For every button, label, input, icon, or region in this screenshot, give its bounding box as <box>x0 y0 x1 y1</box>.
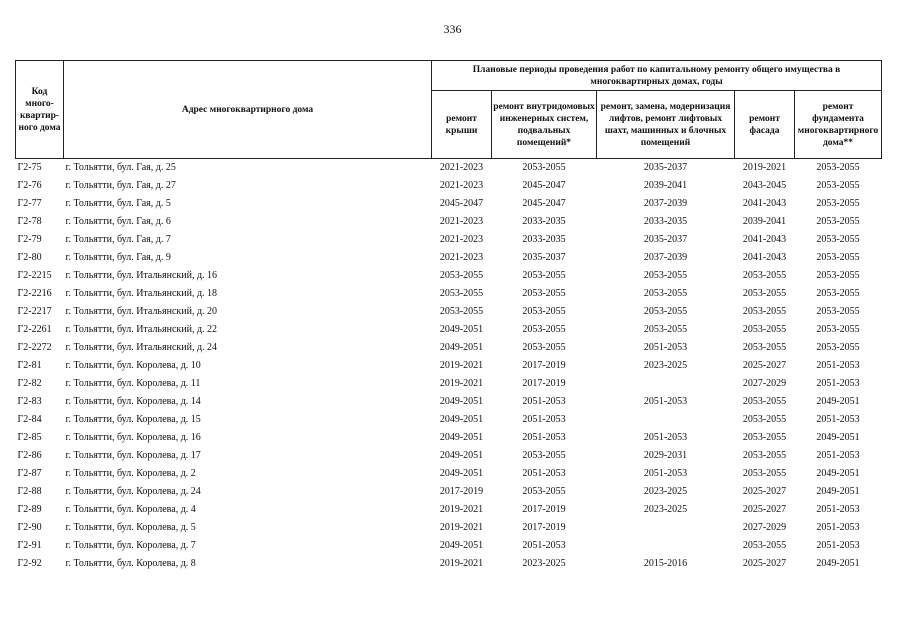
cell-facade: 2053-2055 <box>742 306 787 317</box>
cell-code: Г2-75 <box>17 162 42 173</box>
cell-address: г. Тольятти, бул. Итальянский, д. 16 <box>65 270 218 281</box>
cell-address: г. Тольятти, бул. Гая, д. 5 <box>65 198 171 209</box>
cell-engineering: 2033-2035 <box>522 234 566 245</box>
cell-facade: 2043-2045 <box>742 180 787 191</box>
cell-roof: 2049-2051 <box>439 414 484 425</box>
cell-code: Г2-81 <box>17 360 42 371</box>
cell-roof: 2049-2051 <box>439 324 484 335</box>
cell-foundation: 2051-2053 <box>816 360 860 371</box>
cell-facade: 2039-2041 <box>742 216 787 227</box>
table-row <box>16 483 882 501</box>
cell-lifts <box>597 411 735 429</box>
cell-lifts: 2053-2055 <box>643 324 688 335</box>
cell-lifts: 2029-2031 <box>643 450 688 461</box>
table-row <box>16 267 882 285</box>
table-row <box>16 357 882 375</box>
header-periods-group: Плановые периоды проведения работ по капитальному ремонту общего имущества в многоквартирных домах, годы <box>432 61 882 91</box>
cell-engineering: 2053-2055 <box>522 288 566 299</box>
cell-foundation: 2049-2051 <box>816 468 860 479</box>
table-row <box>16 447 882 465</box>
cell-lifts: 2051-2053 <box>643 432 688 443</box>
cell-roof: 2049-2051 <box>439 342 484 353</box>
cell-address: г. Тольятти, бул. Королева, д. 17 <box>65 450 201 461</box>
cell-lifts: 2033-2035 <box>643 216 688 227</box>
cell-lifts: 2051-2053 <box>643 342 688 353</box>
cell-lifts: 2053-2055 <box>643 288 688 299</box>
header-facade: ремонт фасада <box>735 91 795 159</box>
cell-code: Г2-89 <box>17 504 42 515</box>
cell-lifts: 2051-2053 <box>643 468 688 479</box>
cell-roof: 2049-2051 <box>439 396 484 407</box>
cell-roof: 2019-2021 <box>439 558 484 569</box>
cell-foundation: 2051-2053 <box>816 378 860 389</box>
cell-roof: 2053-2055 <box>439 288 484 299</box>
cell-code: Г2-2272 <box>17 342 52 353</box>
cell-code: Г2-85 <box>17 432 42 443</box>
cell-engineering: 2053-2055 <box>522 486 566 497</box>
cell-roof: 2045-2047 <box>439 198 484 209</box>
cell-code: Г2-2215 <box>17 270 52 281</box>
cell-roof: 2049-2051 <box>439 540 484 551</box>
table-row <box>16 213 882 231</box>
cell-engineering: 2017-2019 <box>522 504 566 515</box>
cell-engineering: 2053-2055 <box>522 324 566 335</box>
cell-code: Г2-83 <box>17 396 42 407</box>
cell-foundation: 2051-2053 <box>816 450 860 461</box>
cell-code: Г2-78 <box>17 216 42 227</box>
cell-lifts: 2051-2053 <box>643 396 688 407</box>
cell-address: г. Тольятти, бул. Королева, д. 24 <box>65 486 201 497</box>
cell-facade: 2053-2055 <box>742 270 787 281</box>
cell-code: Г2-84 <box>17 414 42 425</box>
cell-engineering: 2051-2053 <box>522 396 566 407</box>
cell-facade: 2027-2029 <box>742 522 787 533</box>
cell-address: г. Тольятти, бул. Гая, д. 27 <box>65 180 176 191</box>
table-row <box>16 393 882 411</box>
cell-lifts: 2023-2025 <box>643 504 688 515</box>
cell-engineering: 2017-2019 <box>522 522 566 533</box>
cell-engineering: 2045-2047 <box>522 180 566 191</box>
cell-roof: 2019-2021 <box>439 522 484 533</box>
cell-address: г. Тольятти, бул. Королева, д. 8 <box>65 558 196 569</box>
cell-facade: 2053-2055 <box>742 540 787 551</box>
table-body <box>16 159 882 574</box>
table-row <box>16 465 882 483</box>
cell-address: г. Тольятти, бул. Королева, д. 7 <box>65 540 196 551</box>
cell-roof: 2049-2051 <box>439 432 484 443</box>
cell-lifts: 2023-2025 <box>643 360 688 371</box>
header-roof: ремонт крыши <box>432 91 492 159</box>
cell-address: г. Тольятти, бул. Гая, д. 6 <box>65 216 171 227</box>
cell-foundation: 2051-2053 <box>816 504 860 515</box>
cell-engineering: 2017-2019 <box>522 360 566 371</box>
cell-address: г. Тольятти, бул. Королева, д. 15 <box>65 414 201 425</box>
header-foundation: ремонт фундамента многоквартирного дома** <box>795 91 882 159</box>
cell-address: г. Тольятти, бул. Итальянский, д. 24 <box>65 342 218 353</box>
cell-address: г. Тольятти, бул. Гая, д. 7 <box>65 234 171 245</box>
cell-roof: 2021-2023 <box>439 162 484 173</box>
cell-lifts: 2039-2041 <box>643 180 688 191</box>
cell-roof: 2017-2019 <box>439 486 484 497</box>
cell-facade: 2027-2029 <box>742 378 787 389</box>
cell-lifts <box>597 375 735 393</box>
cell-facade: 2019-2021 <box>742 162 787 173</box>
table-row <box>16 501 882 519</box>
cell-lifts <box>597 537 735 555</box>
table-row <box>16 303 882 321</box>
cell-engineering: 2051-2053 <box>522 540 566 551</box>
cell-roof: 2019-2021 <box>439 504 484 515</box>
cell-foundation: 2049-2051 <box>816 432 860 443</box>
cell-foundation: 2053-2055 <box>816 306 860 317</box>
cell-lifts: 2015-2016 <box>643 558 688 569</box>
table-row <box>16 195 882 213</box>
cell-foundation: 2053-2055 <box>816 288 860 299</box>
header-engineering: ремонт внутридомовых инженерных систем, подвальных помещений* <box>492 91 597 159</box>
cell-foundation: 2051-2053 <box>816 522 860 533</box>
cell-address: г. Тольятти, бул. Королева, д. 11 <box>65 378 201 389</box>
cell-engineering: 2053-2055 <box>522 450 566 461</box>
cell-address: г. Тольятти, бул. Гая, д. 25 <box>65 162 176 173</box>
cell-address: г. Тольятти, бул. Королева, д. 16 <box>65 432 201 443</box>
cell-foundation: 2053-2055 <box>816 216 860 227</box>
cell-lifts <box>597 519 735 537</box>
cell-facade: 2053-2055 <box>742 468 787 479</box>
cell-lifts: 2053-2055 <box>643 270 688 281</box>
cell-code: Г2-77 <box>17 198 42 209</box>
cell-lifts: 2023-2025 <box>643 486 688 497</box>
cell-address: г. Тольятти, бул. Королева, д. 4 <box>65 504 196 515</box>
cell-facade: 2025-2027 <box>742 486 787 497</box>
cell-engineering: 2051-2053 <box>522 432 566 443</box>
table-row <box>16 429 882 447</box>
cell-lifts: 2037-2039 <box>643 198 688 209</box>
cell-code: Г2-80 <box>17 252 42 263</box>
cell-roof: 2021-2023 <box>439 216 484 227</box>
cell-engineering: 2053-2055 <box>522 270 566 281</box>
cell-roof: 2021-2023 <box>439 234 484 245</box>
cell-address: г. Тольятти, бул. Итальянский, д. 20 <box>65 306 218 317</box>
cell-code: Г2-90 <box>17 522 42 533</box>
cell-foundation: 2049-2051 <box>816 486 860 497</box>
cell-facade: 2025-2027 <box>742 504 787 515</box>
cell-engineering: 2051-2053 <box>522 468 566 479</box>
cell-foundation: 2053-2055 <box>816 198 860 209</box>
cell-engineering: 2051-2053 <box>522 414 566 425</box>
header-lifts: ремонт, замена, модернизация лифтов, ремонт лифтовых шахт, машинных и блочных помещений <box>597 91 735 159</box>
table-row <box>16 321 882 339</box>
cell-engineering: 2053-2055 <box>522 162 566 173</box>
cell-address: г. Тольятти, бул. Итальянский, д. 18 <box>65 288 218 299</box>
cell-roof: 2021-2023 <box>439 252 484 263</box>
cell-address: г. Тольятти, бул. Королева, д. 14 <box>65 396 201 407</box>
table-row <box>16 177 882 195</box>
cell-facade: 2053-2055 <box>742 396 787 407</box>
table-row <box>16 249 882 267</box>
cell-engineering: 2017-2019 <box>522 378 566 389</box>
table-header <box>16 61 882 159</box>
cell-facade: 2053-2055 <box>742 324 787 335</box>
cell-address: г. Тольятти, бул. Итальянский, д. 22 <box>65 324 218 335</box>
page-number: 336 <box>443 22 462 36</box>
cell-lifts: 2035-2037 <box>643 162 688 173</box>
cell-code: Г2-76 <box>17 180 42 191</box>
cell-address: г. Тольятти, бул. Королева, д. 5 <box>65 522 196 533</box>
cell-roof: 2053-2055 <box>439 270 484 281</box>
cell-code: Г2-2261 <box>17 324 52 335</box>
cell-code: Г2-91 <box>17 540 42 551</box>
cell-address: г. Тольятти, бул. Гая, д. 9 <box>65 252 171 263</box>
table-row <box>16 285 882 303</box>
table-row <box>16 555 882 573</box>
cell-engineering: 2023-2025 <box>522 558 566 569</box>
repair-schedule-table <box>15 60 882 573</box>
cell-facade: 2041-2043 <box>742 252 787 263</box>
cell-facade: 2053-2055 <box>742 342 787 353</box>
table-row <box>16 231 882 249</box>
cell-facade: 2053-2055 <box>742 432 787 443</box>
cell-facade: 2053-2055 <box>742 450 787 461</box>
table-row <box>16 159 882 178</box>
cell-facade: 2053-2055 <box>742 414 787 425</box>
cell-foundation: 2053-2055 <box>816 234 860 245</box>
cell-foundation: 2051-2053 <box>816 414 860 425</box>
table-row <box>16 339 882 357</box>
cell-code: Г2-82 <box>17 378 42 389</box>
cell-foundation: 2049-2051 <box>816 558 860 569</box>
cell-code: Г2-88 <box>17 486 42 497</box>
cell-address: г. Тольятти, бул. Королева, д. 10 <box>65 360 201 371</box>
cell-engineering: 2045-2047 <box>522 198 566 209</box>
cell-foundation: 2053-2055 <box>816 324 860 335</box>
cell-lifts: 2053-2055 <box>643 306 688 317</box>
cell-code: Г2-79 <box>17 234 42 245</box>
cell-engineering: 2033-2035 <box>522 216 566 227</box>
cell-code: Г2-2217 <box>17 306 52 317</box>
cell-address: г. Тольятти, бул. Королева, д. 2 <box>65 468 196 479</box>
cell-roof: 2049-2051 <box>439 468 484 479</box>
cell-code: Г2-2216 <box>17 288 52 299</box>
cell-code: Г2-87 <box>17 468 42 479</box>
cell-foundation: 2053-2055 <box>816 180 860 191</box>
cell-engineering: 2053-2055 <box>522 342 566 353</box>
cell-facade: 2025-2027 <box>742 558 787 569</box>
cell-foundation: 2053-2055 <box>816 270 860 281</box>
cell-foundation: 2053-2055 <box>816 252 860 263</box>
cell-roof: 2019-2021 <box>439 378 484 389</box>
cell-foundation: 2051-2053 <box>816 540 860 551</box>
cell-facade: 2025-2027 <box>742 360 787 371</box>
cell-engineering: 2035-2037 <box>522 252 566 263</box>
cell-engineering: 2053-2055 <box>522 306 566 317</box>
cell-facade: 2053-2055 <box>742 288 787 299</box>
cell-facade: 2041-2043 <box>742 234 787 245</box>
table-row <box>16 375 882 393</box>
cell-roof: 2021-2023 <box>439 180 484 191</box>
header-address: Адрес многоквартирного дома <box>64 61 432 159</box>
cell-foundation: 2053-2055 <box>816 162 860 173</box>
cell-lifts: 2035-2037 <box>643 234 688 245</box>
cell-foundation: 2049-2051 <box>816 396 860 407</box>
header-code: Код много-квартир-ного дома <box>16 61 64 159</box>
cell-roof: 2049-2051 <box>439 450 484 461</box>
cell-roof: 2019-2021 <box>439 360 484 371</box>
table-row <box>16 537 882 555</box>
cell-lifts: 2037-2039 <box>643 252 688 263</box>
table-row <box>16 411 882 429</box>
cell-roof: 2053-2055 <box>439 306 484 317</box>
table-row <box>16 519 882 537</box>
cell-code: Г2-92 <box>17 558 42 569</box>
cell-foundation: 2053-2055 <box>816 342 860 353</box>
cell-facade: 2041-2043 <box>742 198 787 209</box>
cell-code: Г2-86 <box>17 450 42 461</box>
